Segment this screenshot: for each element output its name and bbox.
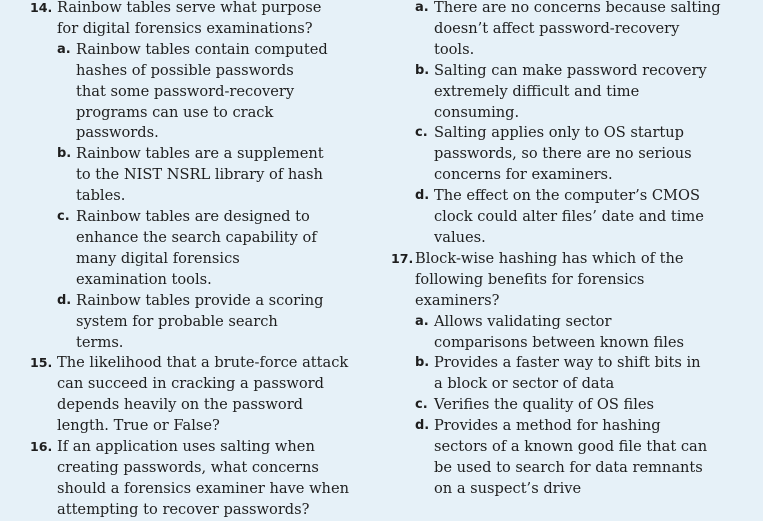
option-letter: a. — [415, 0, 429, 15]
option-text: The effect on the computer’s CMOS clock could alter files’ date and time values. — [434, 187, 704, 246]
option-text: Rainbow tables are a supplement to the NIST NSRL library of hash tables. — [76, 145, 324, 205]
question-15 — [0, 353, 372, 437]
question-number: 15. — [30, 355, 53, 371]
option-d — [415, 416, 763, 500]
option-letter: d. — [415, 188, 430, 204]
option-letter: d. — [57, 292, 72, 308]
option-text: There are no concerns because salting doesn’t affect password-recovery tools. — [434, 0, 721, 58]
option-letter: c. — [415, 125, 428, 141]
left-column — [0, 0, 372, 521]
question-text: The likelihood that a brute-force attack can succeed in cracking a password depends heavily on the password length. True or False? — [57, 354, 349, 435]
option-c — [415, 123, 763, 186]
option-d — [415, 186, 763, 249]
option-text: Rainbow tables are designed to enhance the search capability of many digital forensics examination tools. — [76, 208, 317, 288]
option-text: Verifies the quality of OS files — [434, 396, 654, 414]
question-17 — [378, 249, 763, 500]
question-14 — [0, 0, 372, 353]
option-letter: b. — [415, 62, 430, 78]
option-text: Provides a faster way to shift bits in a block or sector of data — [434, 354, 701, 393]
option-d — [57, 291, 372, 354]
option-text: Salting can make password recovery extremely difficult and time consuming. — [434, 61, 707, 121]
option-text: Rainbow tables contain computed hashes of possible passwords that some password-recovery programs can use to crack passwords. — [76, 40, 328, 142]
option-letter: c. — [57, 209, 70, 225]
question-16 — [0, 437, 372, 521]
option-b — [415, 353, 763, 395]
option-c — [57, 207, 372, 291]
question-16-options — [378, 0, 763, 249]
option-b — [57, 144, 372, 207]
question-text: Block-wise hashing has which of the following benefits for forensics examiners? — [415, 249, 684, 309]
option-text: Salting applies only to OS startup passwords, so there are no serious concerns for examiners. — [434, 124, 692, 184]
option-b — [415, 61, 763, 124]
option-a — [415, 0, 763, 61]
question-number: 14. — [30, 0, 53, 15]
option-text: Provides a method for hashing sectors of a known good file that can be used to search for data remnants on a suspect’s drive — [434, 417, 708, 497]
option-letter: b. — [415, 355, 430, 371]
option-letter: c. — [415, 397, 428, 413]
option-a — [415, 312, 763, 354]
option-a — [57, 40, 372, 145]
option-letter: a. — [415, 313, 429, 329]
right-column — [378, 0, 763, 500]
option-letter: d. — [415, 418, 430, 434]
question-number: 16. — [30, 439, 53, 455]
option-text: Allows validating sector comparisons between known files — [434, 312, 685, 351]
question-text: Rainbow tables serve what purpose for digital forensics examinations? — [57, 0, 322, 37]
option-text: Rainbow tables provide a scoring system for probable search terms. — [76, 291, 324, 351]
option-letter: b. — [57, 146, 72, 162]
question-number: 17. — [391, 250, 414, 266]
option-letter: a. — [57, 41, 71, 57]
question-text: If an application uses salting when creating passwords, what concerns should a forensics examiner have when attempting to recover passwords? — [57, 438, 349, 518]
option-c — [415, 395, 763, 416]
